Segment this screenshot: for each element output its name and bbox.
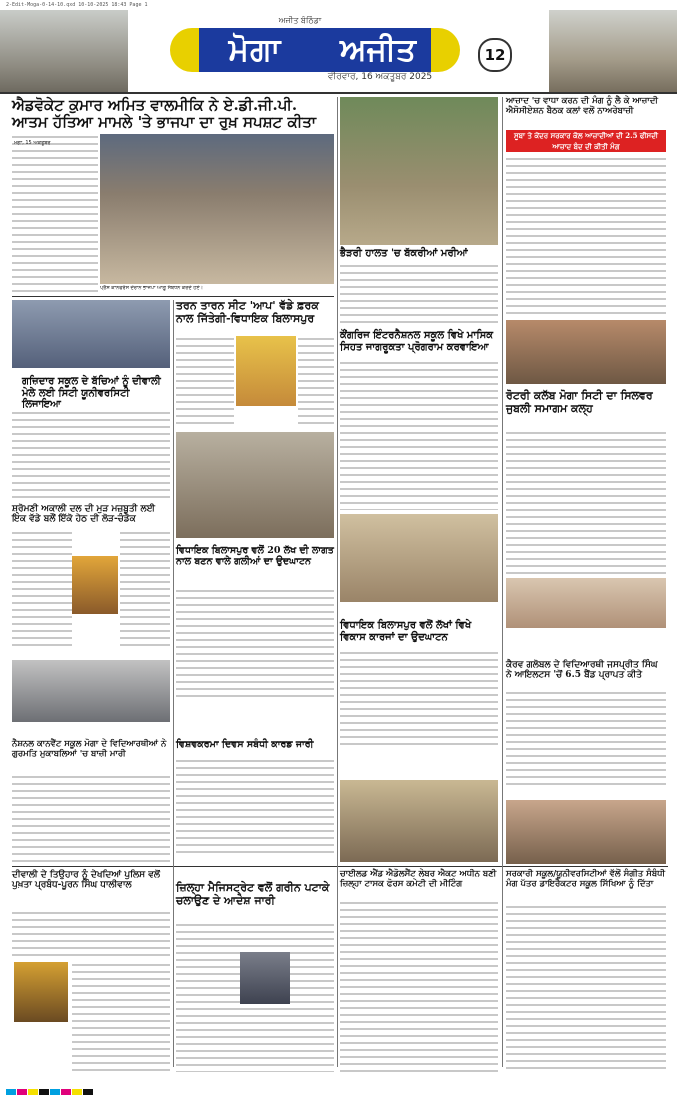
issue-date: ਵੀਰਵਾਰ, 16 ਅਕਤੂਬਰ 2025	[327, 72, 433, 82]
headline-a4: ਤਰਨ ਤਾਰਨ ਸੀਟ 'ਆਪ' ਵੱਡੇ ਫ਼ਰਕ ਨਾਲ ਜਿੱਤੇਗੀ-ਵਿਧਾਇਕ ਬਿਲਾਸਪੁਰ	[176, 299, 319, 325]
body-a9	[176, 588, 334, 700]
headline-a2: ਭੈੜਰੀ ਹਾਲਤ 'ਚ ਬੱਕਰੀਆਂ ਮਰੀਆਂ	[340, 248, 468, 259]
masthead-right-photo	[549, 10, 677, 92]
headline-a7: ਰੋਟਰੀ ਕਲੱਬ ਮੋਗਾ ਸਿਟੀ ਦਾ ਸਿਲਵਰ ਜੁਬਲੀ ਸਮਾਗਮ ਕਲ੍ਹ	[506, 389, 653, 415]
photo-memorandum	[506, 800, 666, 864]
body-a6	[340, 360, 498, 510]
headline-a15: ਜ਼ਿਲ੍ਹਾ ਮੈਜਿਸਟ੍ਰੇਟ ਵਲੋਂ ਗਰੀਨ ਪਟਾਕੇ ਚਲਾਉਣ ਦੇ ਆਦੇਸ਼ ਜਾਰੀ	[176, 881, 330, 907]
body-a3	[506, 156, 666, 316]
body-a14-col2	[72, 962, 170, 1072]
body-a12	[12, 774, 170, 862]
photo-inauguration	[340, 514, 498, 602]
photo-rotary	[506, 320, 666, 384]
page-number: 12	[478, 38, 512, 72]
body-a8	[12, 530, 72, 648]
print-color-bar	[0, 1076, 677, 1089]
caption-a1: ਪ੍ਰੈਸ ਕਾਨਫਰੰਸ ਦੌਰਾਨ ਭਾਜਪਾ ਆਗੂ ਸੰਬੋਧਨ ਕਰਦੇ ਹੋਏ।	[100, 285, 204, 291]
body-a14	[12, 910, 170, 960]
photo-event	[176, 432, 334, 538]
headline-a10: ਵਿਧਾਇਕ ਬਿਲਾਸਪੁਰ ਵਲੋਂ ਲੱਖਾਂ ਵਿਖੇ ਵਿਕਾਸ ਕਾਰਜਾਂ ਦਾ ਉਦਘਾਟਨ	[340, 620, 472, 643]
headline-a5: ਗਜ਼ਿਦਾਰ ਸਕੂਲ ਦੇ ਬੱਚਿਆਂ ਨੂੰ ਦੀਵਾਲੀ ਮੇਲੇ ਲਈ ਸਿਟੀ ਯੂਨੀਵਰਸਿਟੀ ਲਿਜਾਇਆ	[22, 376, 161, 410]
photo-student-award	[506, 578, 666, 628]
headline-a9: ਵਿਧਾਇਕ ਬਿਲਾਸਪੁਰ ਵਲੋਂ 20 ਲੱਖ ਦੀ ਲਾਗਤ ਨਾਲ ਬਣਨ ਵਾਲੇ ਗਲੀਆਂ ਦਾ ਉਦਘਾਟਨ	[176, 545, 334, 567]
newspaper-logo-text: ਅਜੀਤ	[339, 32, 417, 68]
city-logo-text: ਮੋਗਾ	[228, 32, 282, 68]
divider	[12, 296, 334, 297]
photo-district-magistrate	[240, 952, 290, 1004]
headline-a12: ਨੈਸ਼ਨਲ ਕਾਨਵੈਂਟ ਸਕੂਲ ਮੋਗਾ ਦੇ ਵਿਦਿਆਰਥੀਆਂ ਨੇ ਗੁਰਮਤਿ ਮੁਕਾਬਲਿਆਂ 'ਚ ਬਾਜ਼ੀ ਮਾਰੀ	[12, 739, 167, 759]
headline-a14: ਦੀਵਾਲੀ ਦੇ ਤਿਉਹਾਰ ਨੂੰ ਦੇਖਦਿਆਂ ਪੁਲਿਸ ਵਲੋਂ ਪੁਖ਼ਤਾ ਪ੍ਰਬੰਧ-ਪੂਰਨ ਸਿੰਘ ਧਾਲੀਵਾਲ	[12, 870, 160, 891]
headline-a13: ਵਿਸ਼ਵਕਰਮਾ ਦਿਵਸ ਸਬੰਧੀ ਕਾਰਡ ਜਾਰੀ	[176, 739, 314, 750]
body-a17	[506, 904, 666, 1072]
photo-meeting	[340, 780, 498, 862]
photo-mla-portrait	[236, 336, 296, 406]
headline-a6: ਕੌਂਗਰਿਜ ਇੰਟਰਨੈਸ਼ਨਲ ਸਕੂਲ ਵਿਖੇ ਮਾਸਿਕ ਸਿਹਤ ਜਾਗਰੂਕਤਾ ਪ੍ਰੋਗਰਾਮ ਕਰਵਾਇਆ	[340, 330, 494, 353]
print-slug: 2-Edit-Moga-0-14-10.qxd 10-10-2025 18:43 Page 1	[6, 2, 148, 8]
column-rule	[173, 300, 174, 1067]
body-a7	[506, 430, 666, 576]
masthead	[0, 10, 677, 92]
photo-press-conference	[100, 134, 334, 284]
headline-a17: ਸਰਕਾਰੀ ਸਕੂਲ/ਯੂਨੀਵਰਸਿਟੀਆਂ ਵੱਲੋਂ ਸੰਗੀਤ ਸੰਬੰਧੀ ਮੰਗ ਪੱਤਰ ਡਾਇਰੈਕਟਰ ਸਕੂਲ ਸਿੱਖਿਆ ਨੂੰ ਦਿੱਤਾ	[506, 869, 666, 889]
column-rule	[337, 97, 338, 1067]
column-rule	[502, 97, 503, 1067]
photo-police-official	[14, 962, 68, 1022]
highlight-a3: ਸੂਬਾ ਤੇ ਕੇਂਦਰ ਸਰਕਾਰ ਕੋਲ ਆਜ਼ਾਦੀਆਂ ਦੀ 2.5 ਫੀਸਦੀ ਆਜ਼ਾਦ ਬੰਦ ਦੀ ਕੀਤੀ ਮੰਗ	[506, 130, 666, 152]
body-a13	[176, 758, 334, 858]
body-a4	[176, 336, 234, 428]
headline-a11: ਕੈਰਵ ਗਲੋਬਲ ਦੇ ਵਿਦਿਆਰਥੀ ਜਸਪ੍ਰੀਤ ਸਿੰਘ ਨੇ ਆਇਲਟਸ 'ਚੋਂ 6.5 ਬੈਂਡ ਪ੍ਰਾਪਤ ਕੀਤੇ	[506, 660, 658, 681]
body-a11	[506, 690, 666, 790]
masthead-rule	[0, 92, 677, 94]
photo-convent-students	[12, 660, 170, 722]
body-a2	[340, 263, 498, 323]
headline-a8: ਸ਼੍ਰੋਮਣੀ ਅਕਾਲੀ ਦਲ ਦੀ ਮੁੜ ਮਜ਼ਬੂਤੀ ਲਈ ਇਕ ਵੱਡੇ ਬਲੌਂ ਇੱਕੋ ਹੇਠ ਦੀ ਲੋੜ-ਚੰਡੋਕ	[12, 504, 155, 525]
photo-students	[12, 300, 170, 368]
body-a5	[12, 410, 170, 500]
headline-a16: ਚਾਈਲਡ ਐਂਡ ਐਡੋਲਸੈਂਟ ਲੇਬਰ ਐਕਟ ਅਧੀਨ ਬਣੀ ਜ਼ਿਲ੍ਹਾ ਟਾਸਕ ਫੋਰਸ ਕਮੇਟੀ ਦੀ ਮੀਟਿੰਗ	[340, 869, 497, 889]
headline-a1: ਐਡਵੋਕੇਟ ਕੁਮਾਰ ਅਮਿਤ ਵਾਲਮੀਕਿ ਨੇ ਏ.ਡੀ.ਜੀ.ਪੀ. ਆਤਮ ਹੱਤਿਆ ਮਾਮਲੇ 'ਤੇ ਭਾਜਪਾ ਦਾ ਰੁਖ਼ ਸਪਸ਼ਟ ਕੀਤਾ	[12, 96, 317, 132]
headline-a3: ਆਜ਼ਾਦ 'ਚ ਵਾਧਾ ਕਰਨ ਦੀ ਮੰਗ ਨੂੰ ਲੈ ਕੇ ਆਜ਼ਾਦੀ ਐਸੋਸੀਏਸ਼ਨ ਬੈਠਕ ਕਲਾਂ ਵਲੋਂ ਨਾਅਰੇਬਾਜ਼ੀ	[506, 96, 658, 116]
dateline-a1: ਮੋਗਾ, 15 ਅਕਤੂਬਰ	[14, 140, 51, 146]
body-a10	[340, 650, 498, 750]
body-a4-col2	[298, 336, 334, 428]
body-a8-col2	[120, 530, 170, 648]
masthead-left-photo	[0, 10, 128, 92]
body-a16	[340, 900, 498, 1072]
divider	[12, 866, 668, 867]
body-a1-col1	[12, 134, 98, 292]
photo-portrait-sad	[72, 556, 118, 614]
photo-goats	[340, 97, 498, 245]
edition-label: ਅਜੀਤ ਬੰਠਿੰਡਾ	[278, 16, 322, 25]
